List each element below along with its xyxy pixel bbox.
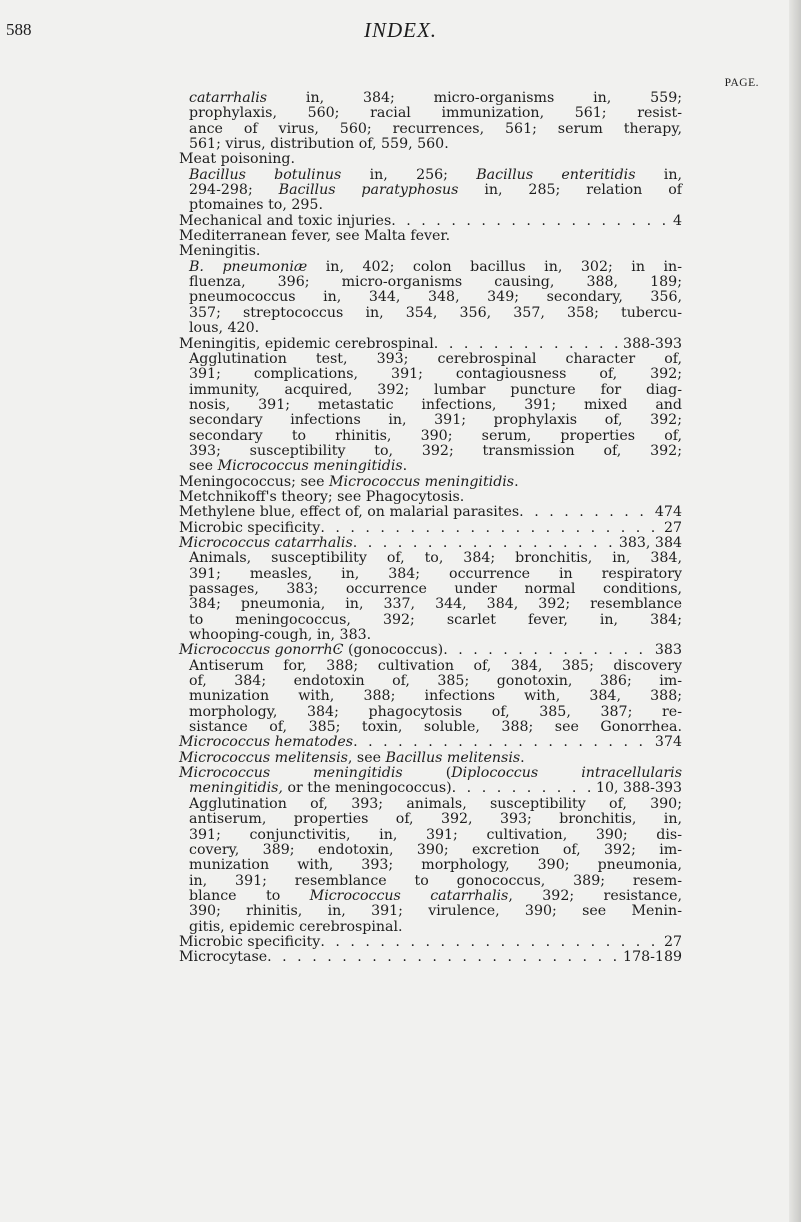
index-line: sistance of, 385; toxin, soluble, 388; see Gonorrhea.: [189, 719, 682, 736]
page-edge-shadow: [789, 0, 801, 1222]
index-entries: [179, 90, 683, 966]
index-line: munization with, 388; infections with, 384, 388;: [189, 688, 682, 705]
page-reference: 27: [663, 933, 682, 950]
index-line: B. pneumoniæ in, 402; colon bacillus in, 302; in in-: [189, 258, 682, 275]
page-number: 588: [6, 20, 32, 39]
index-line: Meat poisoning.: [179, 151, 295, 168]
page-reference: 474: [654, 504, 682, 521]
page-reference: 374: [654, 734, 682, 751]
entry-term: Mechanical and toxic injuries: [179, 212, 392, 229]
dot-leader: [443, 643, 653, 658]
entry-term: Meningitis, epidemic cerebrospinal: [179, 335, 434, 352]
index-line: [179, 536, 682, 551]
index-line: 294-298; Bacillus paratyphosus in, 285; relation of: [189, 182, 683, 199]
index-line: prophylaxis, 560; racial immunization, 561; resist-: [189, 105, 682, 122]
index-line: Agglutination test, 393; cerebrospinal character of,: [189, 350, 682, 367]
page-reference: 27: [663, 519, 682, 536]
index-line: 391; measles, in, 384; occurrence in respiratory: [189, 565, 682, 582]
index-line: Antiserum for, 388; cultivation of, 384, 385; discovery: [189, 657, 682, 674]
index-line: Metchnikoff's theory; see Phagocytosis.: [179, 488, 465, 505]
page-column-label: PAGE.: [724, 77, 759, 89]
entry-term: Micrococcus gonorrhϾ (gonococcus): [179, 642, 444, 659]
index-line: passages, 383; occurrence under normal conditions,: [189, 581, 682, 597]
index-line: blance to Micrococcus catarrhalis, 392; resistance,: [189, 887, 682, 904]
index-line: Micrococcus melitensis, see Bacillus melitensis.: [179, 749, 525, 766]
page-reference: 383, 384: [618, 534, 682, 551]
index-line: [179, 935, 682, 950]
index-line: Mediterranean fever, see Malta fever.: [179, 228, 451, 245]
dot-leader: [519, 505, 653, 520]
index-line: [179, 643, 682, 658]
page-reference: 178-189: [623, 949, 682, 966]
dot-leader: [320, 521, 662, 536]
index-line: secondary infections in, 391; prophylaxis of, 392;: [189, 412, 682, 429]
index-line: to meningococcus, 392; scarlet fever, in, 384;: [189, 611, 682, 628]
index-line: in, 391; resemblance to gonococcus, 389; resem-: [189, 872, 682, 889]
index-line: see Micrococcus meningitidis.: [189, 458, 408, 475]
dot-leader: [452, 781, 594, 796]
entry-term: Microbic specificity: [179, 519, 321, 536]
page-reference: 4: [672, 212, 682, 229]
page-reference: 383: [654, 642, 682, 659]
index-line: Agglutination of, 393; animals, susceptibility of, 390;: [189, 795, 682, 812]
page-reference: 388-393: [623, 335, 682, 352]
index-line: 391; conjunctivitis, in, 391; cultivation, 390; dis-: [189, 826, 682, 843]
index-line: [179, 337, 682, 352]
index-line: immunity, acquired, 392; lumbar puncture for diag-: [189, 381, 682, 398]
index-line: nosis, 391; metastatic infections, 391; mixed and: [189, 396, 682, 413]
running-head: INDEX.: [363, 18, 438, 42]
index-line: ptomaines to, 295.: [189, 197, 323, 214]
index-line: 393; susceptibility to, 392; transmission of, 392;: [189, 442, 682, 459]
dot-leader: [353, 536, 617, 551]
dot-leader: [434, 337, 621, 352]
index-line: fluenza, 396; micro-organisms causing, 388, 189;: [189, 274, 682, 291]
entry-term: meningitidis, or the meningococcus): [189, 780, 452, 797]
index-line: Micrococcus meningitidis (Diplococcus intracellularis: [179, 765, 682, 782]
index-line: [189, 781, 682, 796]
entry-term: Microbic specificity: [179, 933, 321, 950]
index-line: [179, 214, 682, 229]
index-line: 384; pneumonia, in, 337, 344, 384, 392; resemblance: [189, 596, 682, 613]
entry-term: Methylene blue, effect of, on malarial parasites: [179, 504, 520, 521]
dot-leader: [353, 735, 653, 750]
index-line: 357; streptococcus in, 354, 356, 357, 358; tubercu-: [189, 304, 682, 321]
index-line: [179, 735, 682, 750]
entry-term: Micrococcus catarrhalis: [179, 534, 353, 551]
index-line: 561; virus, distribution of, 559, 560.: [189, 136, 449, 153]
index-line: Bacillus botulinus in, 256; Bacillus enteritidis in,: [189, 166, 682, 183]
index-line: Meningitis.: [179, 243, 261, 260]
dot-leader: [320, 935, 662, 950]
index-line: whooping-cough, in, 383.: [189, 627, 372, 644]
dot-leader: [391, 214, 671, 229]
dot-leader: [267, 950, 621, 965]
index-line: [179, 505, 682, 520]
index-line: of, 384; endotoxin of, 385; gonotoxin, 386; im-: [189, 673, 682, 690]
index-line: [179, 521, 682, 536]
index-line: gitis, epidemic cerebrospinal.: [189, 918, 403, 935]
index-line: morphology, 384; phagocytosis of, 385, 387; re-: [189, 703, 682, 720]
index-line: antiserum, properties of, 392, 393; bronchitis, in,: [189, 811, 682, 828]
index-line: lous, 420.: [189, 320, 260, 337]
index-line: secondary to rhinitis, 390; serum, properties of,: [189, 427, 682, 444]
index-line: Animals, susceptibility of, to, 384; bronchitis, in, 384,: [189, 550, 682, 567]
index-line: [179, 950, 682, 965]
index-line: munization with, 393; morphology, 390; pneumonia,: [189, 857, 682, 874]
index-line: covery, 389; endotoxin, 390; excretion of, 392; im-: [189, 841, 682, 858]
index-line: 390; rhinitis, in, 391; virulence, 390; see Menin-: [189, 903, 682, 920]
index-line: 391; complications, 391; contagiousness of, 392;: [189, 366, 682, 383]
index-line: ance of virus, 560; recurrences, 561; serum therapy,: [189, 120, 682, 137]
index-line: pneumococcus in, 344, 348, 349; secondary, 356,: [189, 289, 682, 306]
page-reference: 10, 388-393: [595, 780, 682, 797]
index-line: catarrhalis in, 384; micro-organisms in, 559;: [189, 90, 682, 106]
index-line: Meningococcus; see Micrococcus meningitidis.: [179, 473, 519, 490]
entry-term: Microcytase: [179, 949, 268, 966]
entry-term: Micrococcus hematodes: [179, 734, 354, 751]
page-header: [0, 8, 801, 48]
